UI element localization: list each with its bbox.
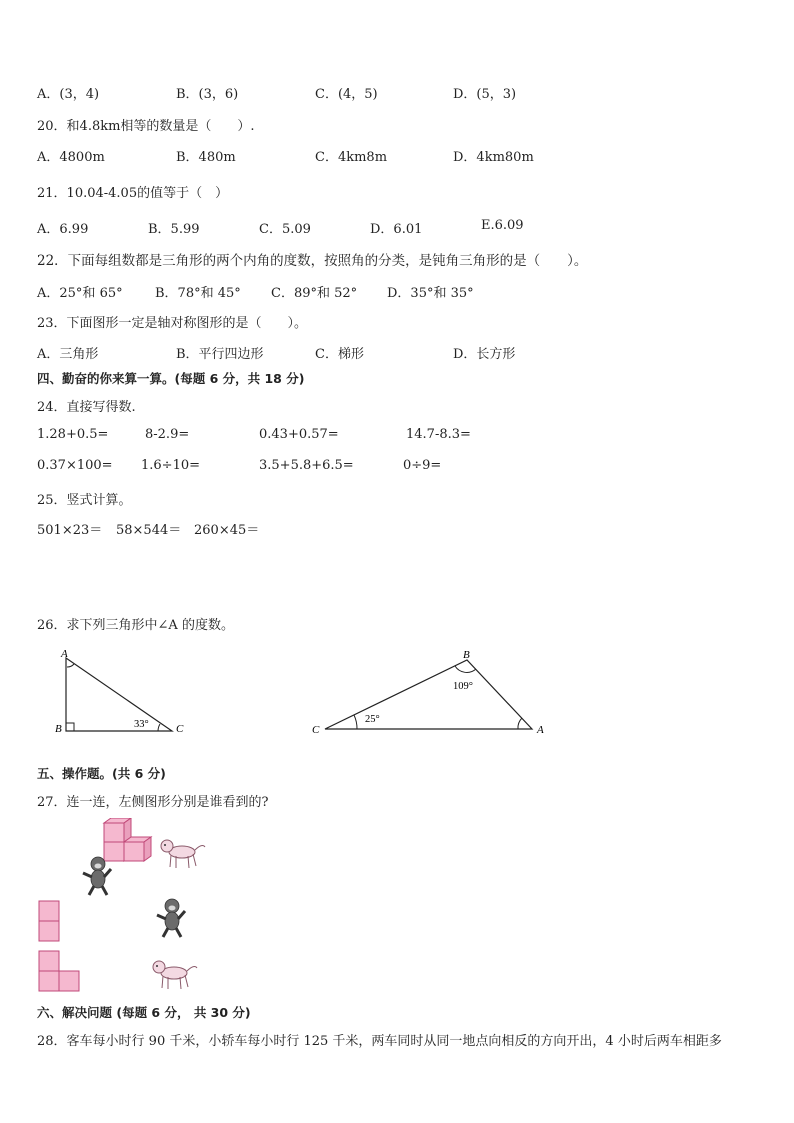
q21-option-b[interactable]: B．5.99	[148, 222, 200, 237]
view-shape-2	[38, 950, 84, 994]
triangle-2-figure	[305, 645, 555, 740]
q24-item: 0.37×100=	[37, 458, 113, 473]
q22-stem: 22．下面每组数都是三角形的两个内角的度数，按照角的分类，是钝角三角形的是（ ）。	[37, 253, 588, 269]
q24-item: 8-2.9=	[145, 427, 190, 442]
q22-option-c[interactable]: C．89°和 52°	[271, 286, 358, 301]
q24-item: 1.28+0.5=	[37, 427, 109, 442]
q25-item: 501×23＝	[37, 523, 103, 538]
q27-stem: 27．连一连，左侧图形分别是谁看到的?	[37, 795, 269, 810]
triangle-1-figure	[50, 645, 200, 740]
monkey-icon	[78, 855, 118, 899]
q23-option-b[interactable]: B．平行四边形	[176, 347, 264, 362]
q24-item: 3.5+5.8+6.5=	[259, 458, 354, 473]
q21-option-a[interactable]: A．6.99	[37, 222, 89, 237]
tri1-angle-c: 33°	[134, 719, 149, 730]
section-5-title: 五、操作题。(共 6 分)	[37, 766, 166, 781]
q23-option-a[interactable]: A．三角形	[37, 347, 99, 362]
q21-stem: 21．10.04-4.05的值等于（ ）	[37, 186, 229, 201]
q24-item: 0÷9=	[403, 458, 442, 473]
q24-item: 0.43+0.57=	[259, 427, 339, 442]
view-shape-1	[38, 900, 62, 944]
q19-option-b[interactable]: B．(3，6)	[176, 87, 239, 102]
section-6-title: 六、解决问题 (每题 6 分， 共 30 分)	[37, 1005, 251, 1020]
q24-item: 1.6÷10=	[141, 458, 201, 473]
q21-option-d[interactable]: D．6.01	[370, 222, 423, 237]
q24-stem: 24．直接写得数.	[37, 400, 136, 415]
q21-option-e[interactable]: E.6.09	[481, 218, 524, 233]
q19-option-c[interactable]: C．(4，5)	[315, 87, 378, 102]
q20-stem: 20．和4.8km相等的数量是（ ）.	[37, 119, 255, 134]
tri2-label-a: A	[537, 724, 544, 736]
q20-option-d[interactable]: D．4km80m	[453, 150, 534, 165]
q25-item: 58×544＝	[116, 523, 182, 538]
q21-option-c[interactable]: C．5.09	[259, 222, 311, 237]
q20-option-a[interactable]: A．4800m	[37, 150, 105, 165]
tri2-label-c: C	[312, 724, 320, 736]
q24-item: 14.7-8.3=	[406, 427, 471, 442]
q23-stem: 23．下面图形一定是轴对称图形的是（ ）。	[37, 316, 308, 331]
tri2-angle-c: 25°	[365, 714, 380, 725]
monkey-icon	[152, 897, 192, 941]
dog-icon	[150, 956, 202, 992]
tri2-label-b: B	[463, 649, 470, 661]
q20-option-c[interactable]: C．4km8m	[315, 150, 388, 165]
q19-option-d[interactable]: D．(5，3)	[453, 87, 517, 102]
dog-icon	[158, 835, 210, 871]
q22-option-b[interactable]: B．78°和 45°	[155, 286, 241, 301]
tri2-angle-b: 109°	[453, 681, 473, 692]
section-4-title: 四、勤奋的你来算一算。(每题 6 分，共 18 分)	[37, 371, 305, 386]
tri1-label-a: A	[61, 648, 68, 660]
q22-option-d[interactable]: D．35°和 35°	[387, 286, 474, 301]
q25-item: 260×45＝	[194, 523, 260, 538]
q26-stem: 26．求下列三角形中∠A 的度数。	[37, 618, 234, 633]
q25-stem: 25．竖式计算。	[37, 493, 132, 508]
q28-stem: 28．客车每小时行 90 千米，小轿车每小时行 125 千米，两车同时从同一地点向相反的方向开出，4 小时后两车相距多	[37, 1034, 722, 1049]
q19-option-a[interactable]: A．(3，4)	[37, 87, 100, 102]
q20-option-b[interactable]: B．480m	[176, 150, 236, 165]
tri1-label-c: C	[176, 723, 184, 735]
q23-option-d[interactable]: D．长方形	[453, 347, 516, 362]
tri1-label-b: B	[55, 723, 62, 735]
q22-option-a[interactable]: A．25°和 65°	[37, 286, 123, 301]
q23-option-c[interactable]: C．梯形	[315, 347, 364, 362]
